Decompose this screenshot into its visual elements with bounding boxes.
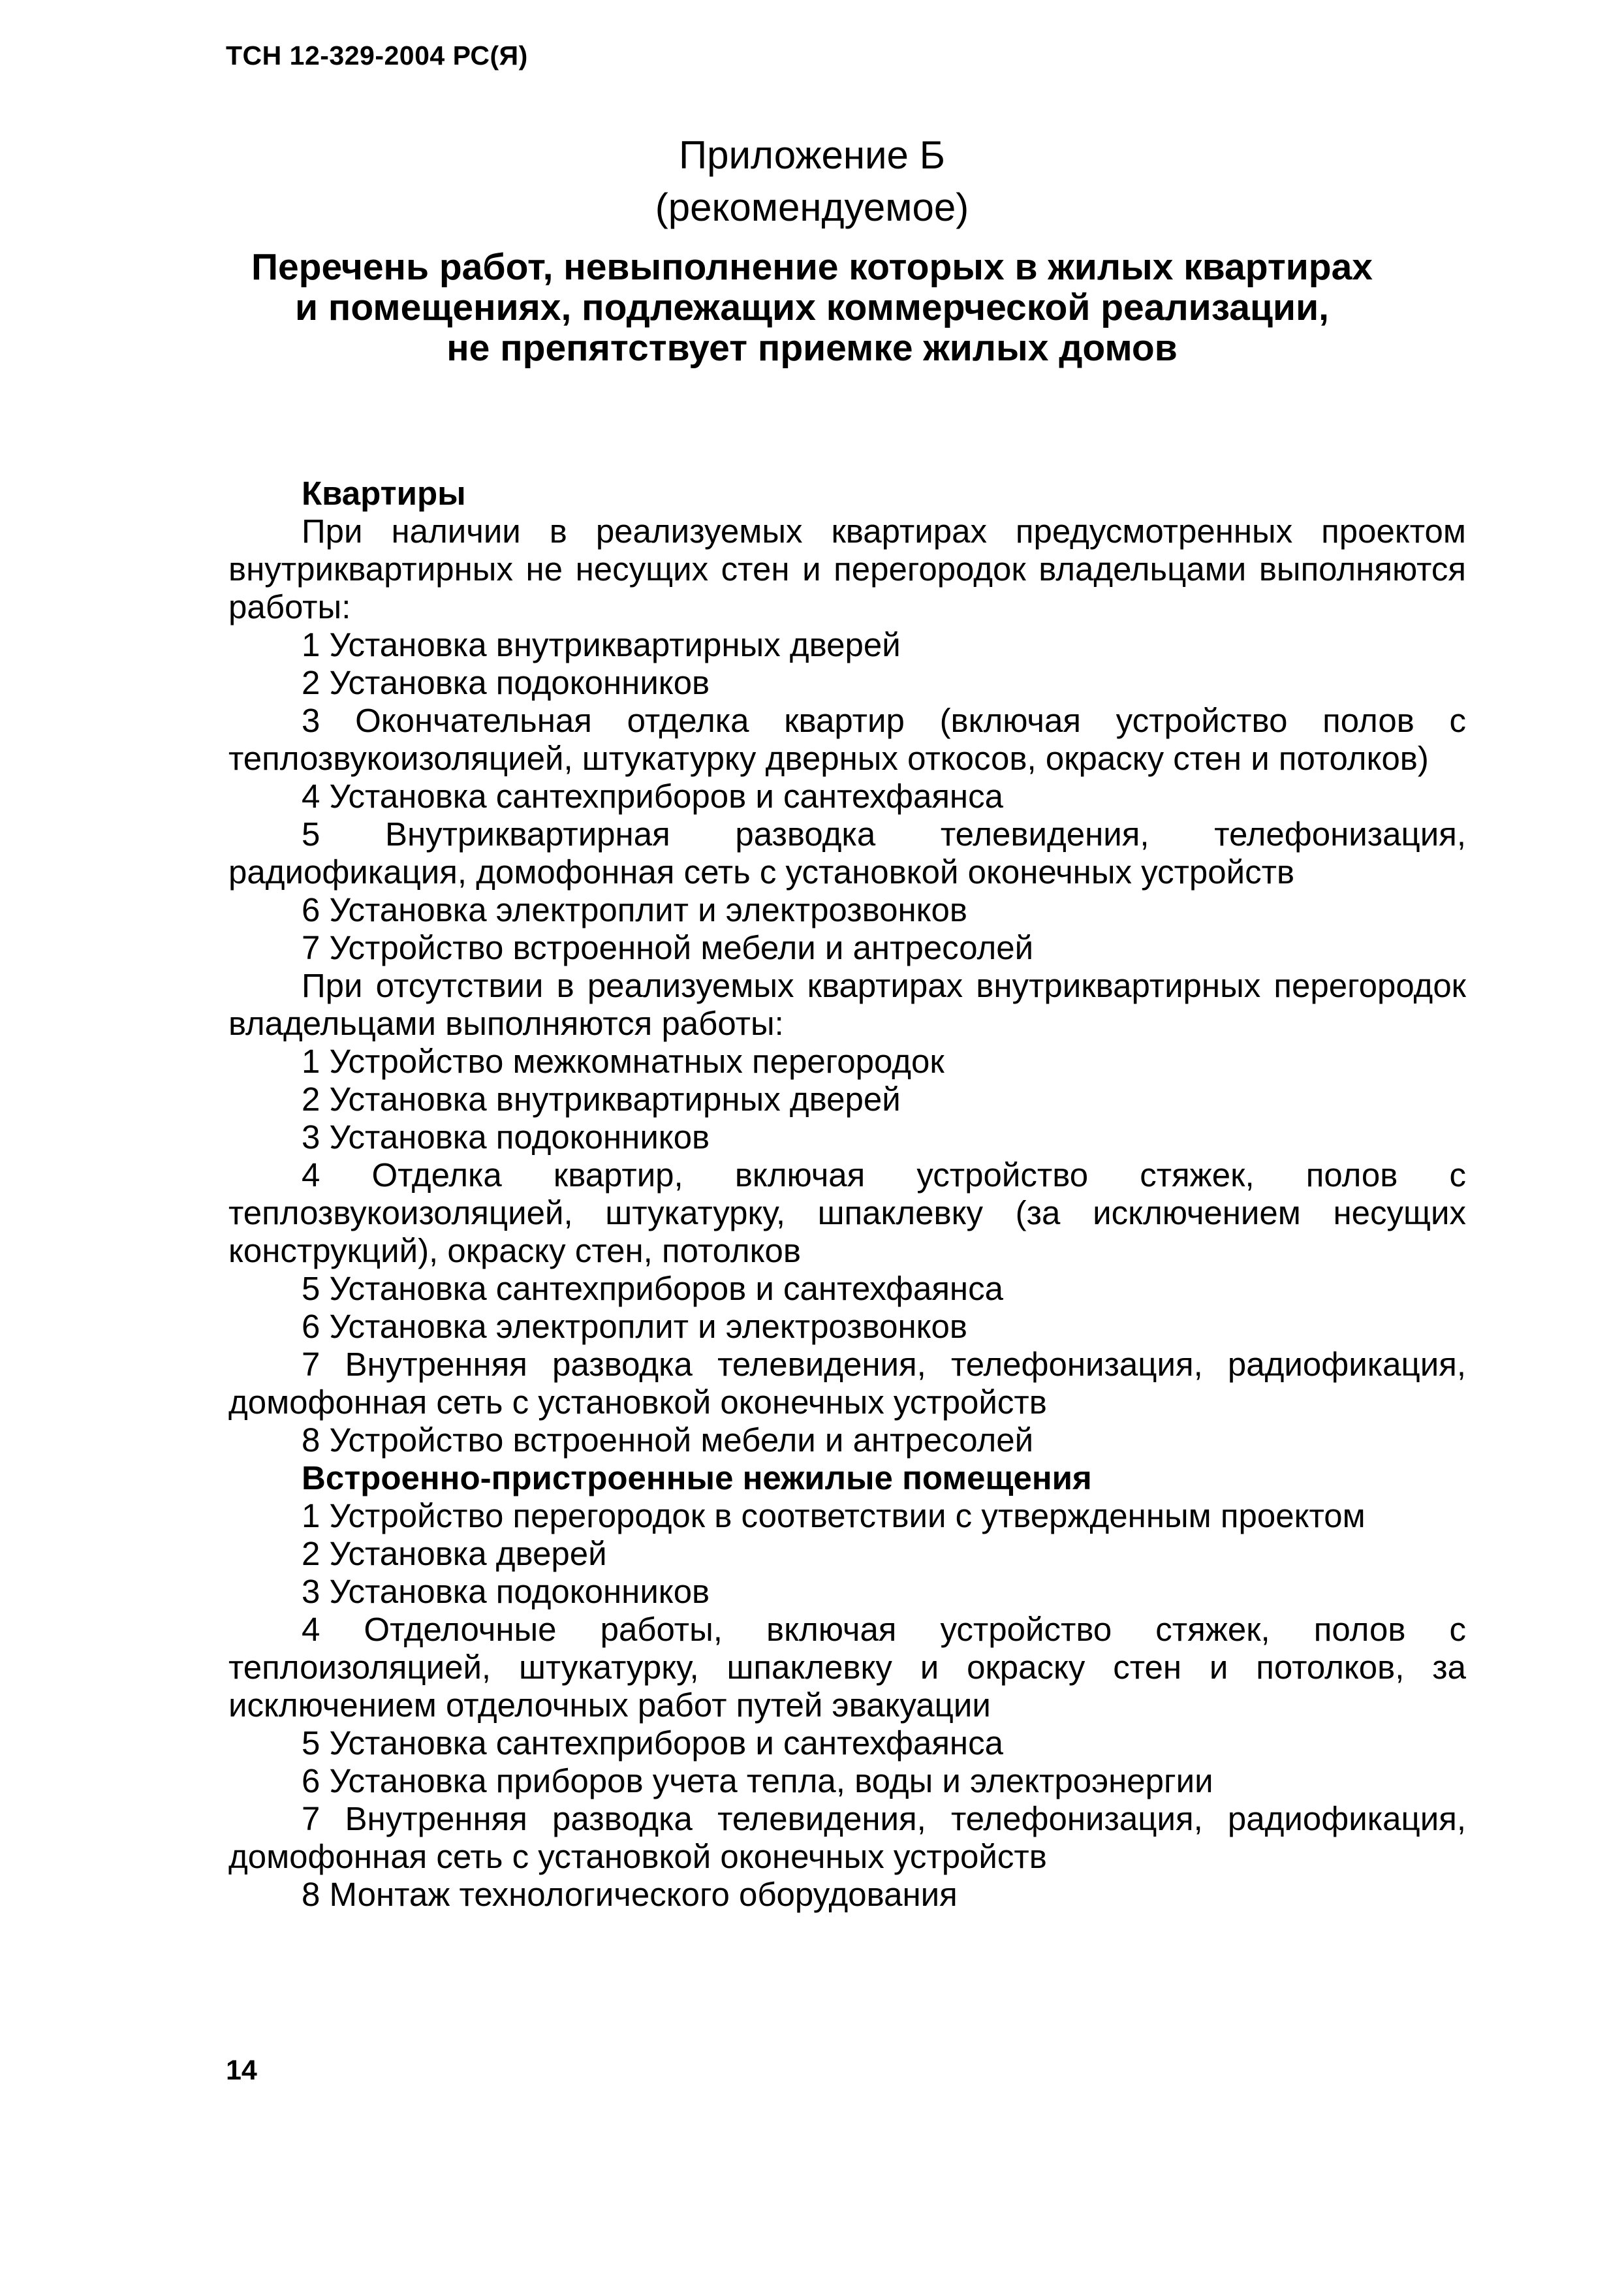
list-item: 1 Устройство межкомнатных перегородок bbox=[302, 1043, 945, 1080]
list-item: 7 Внутренняя разводка телевидения, телефонизация, радиофикация, домофонная сеть с установкой оконечных устройств bbox=[228, 1800, 1466, 1875]
list-item: 8 Монтаж технологического оборудования bbox=[302, 1876, 958, 1913]
document-title-line: и помещениях, подлежащих коммерческой реализации, bbox=[295, 287, 1329, 328]
intro-paragraph: При отсутствии в реализуемых квартирах внутриквартирных перегородок владельцами выполняются работы: bbox=[228, 967, 1466, 1042]
list-item: 7 Внутренняя разводка телевидения, телефонизация, радиофикация, домофонная сеть с установкой оконечных устройств bbox=[228, 1346, 1466, 1421]
annex-type: (рекомендуемое) bbox=[655, 185, 969, 229]
list-item: 2 Установка дверей bbox=[302, 1535, 607, 1572]
list-item: 5 Установка сантехприборов и сантехфаянса bbox=[302, 1724, 1003, 1762]
list-item: 3 Установка подоконников bbox=[302, 1573, 710, 1610]
list-item: 1 Установка внутриквартирных дверей bbox=[302, 626, 901, 663]
page-number: 14 bbox=[226, 2055, 257, 2086]
list-item: 4 Установка сантехприборов и сантехфаянса bbox=[302, 778, 1003, 815]
list-item: 4 Отделочные работы, включая устройство стяжек, полов с теплоизоляцией, штукатурку, шпаклевку и окраску стен и потолков, за исключением отделочных работ путей эвакуации bbox=[228, 1611, 1466, 1724]
list-item: 6 Установка электроплит и электрозвонков bbox=[302, 891, 967, 928]
list-item: 5 Внутриквартирная разводка телевидения, телефонизация, радиофикация, домофонная сеть с установкой оконечных устройств bbox=[228, 815, 1466, 891]
section-heading-apartments: Квартиры bbox=[302, 475, 466, 512]
list-item: 5 Установка сантехприборов и сантехфаянса bbox=[302, 1270, 1003, 1307]
list-item: 3 Установка подоконников bbox=[302, 1118, 710, 1156]
list-item: 2 Установка внутриквартирных дверей bbox=[302, 1081, 901, 1118]
list-item: 4 Отделка квартир, включая устройство стяжек, полов с теплозвукоизоляцией, штукатурку, шпаклевку (за исключением несущих конструкций), окраску стен, потолков bbox=[228, 1156, 1466, 1269]
document-code: ТСН 12-329-2004 РС(Я) bbox=[226, 40, 528, 71]
list-item: 2 Установка подоконников bbox=[302, 664, 710, 701]
document-title-line: Перечень работ, невыполнение которых в жилых квартирах bbox=[251, 246, 1373, 288]
annex-title: Приложение Б bbox=[679, 133, 945, 177]
document-body bbox=[228, 475, 1466, 1914]
list-item: 3 Окончательная отделка квартир (включая устройство полов с теплозвукоизоляцией, штукатурку дверных откосов, окраску стен и потолков) bbox=[228, 702, 1466, 777]
document-title-line: не препятствует приемке жилых домов bbox=[446, 327, 1178, 369]
list-item: 8 Устройство встроенной мебели и антресолей bbox=[302, 1421, 1034, 1459]
document-title bbox=[0, 247, 1624, 368]
intro-paragraph: При наличии в реализуемых квартирах предусмотренных проектом внутриквартирных не несущих стен и перегородок владельцами выполняются работы: bbox=[228, 513, 1466, 625]
list-item: 1 Устройство перегородок в соответствии с утвержденным проектом bbox=[302, 1497, 1366, 1534]
list-item: 6 Установка электроплит и электрозвонков bbox=[302, 1308, 967, 1345]
section-heading-nonresidential: Встроенно-пристроенные нежилые помещения bbox=[302, 1459, 1092, 1496]
list-item: 6 Установка приборов учета тепла, воды и электроэнергии bbox=[302, 1762, 1213, 1799]
list-item: 7 Устройство встроенной мебели и антресолей bbox=[302, 929, 1034, 966]
